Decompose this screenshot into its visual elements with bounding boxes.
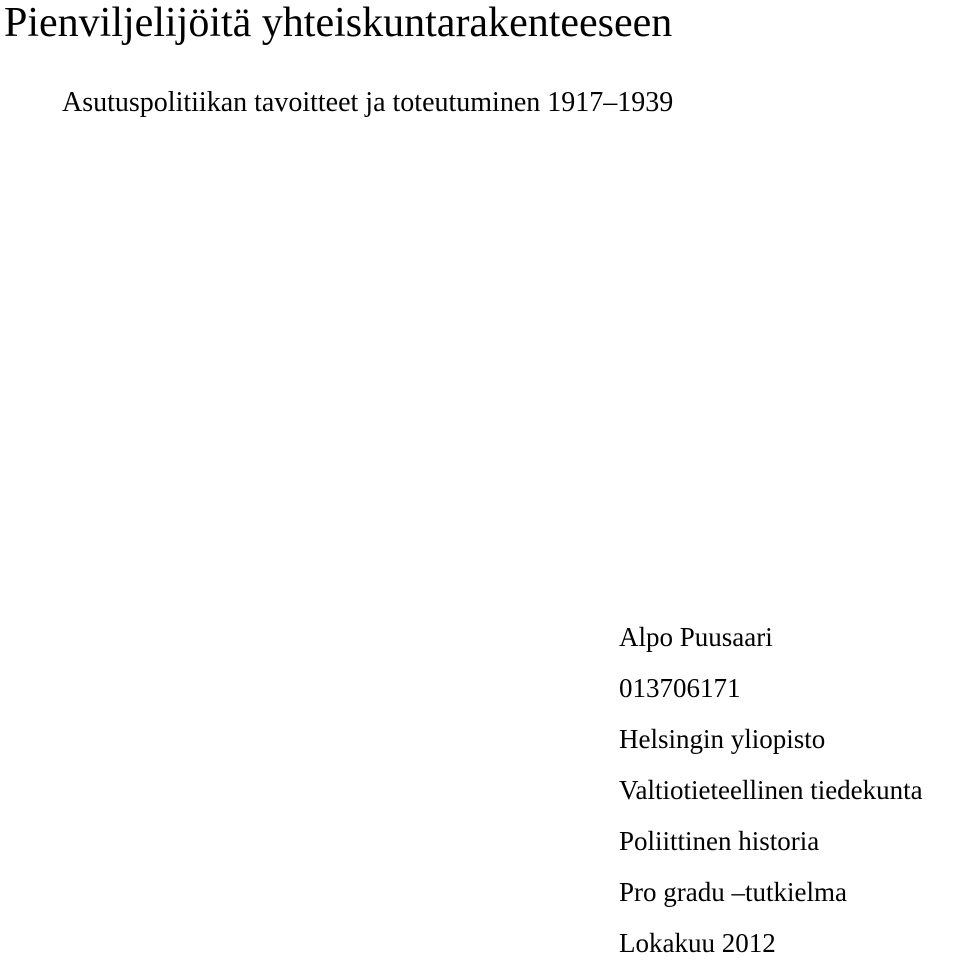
- author-name: Alpo Puusaari: [619, 622, 773, 652]
- university-name: Helsingin yliopisto: [619, 724, 826, 754]
- thesis-type: Pro gradu –tutkielma: [619, 877, 847, 907]
- title-page-info: [619, 612, 923, 969]
- document-title: Pienviljelijöitä yhteiskuntarakenteeseen: [4, 0, 673, 46]
- submission-date: Lokakuu 2012: [619, 928, 776, 958]
- document-subtitle: Asutuspolitiikan tavoitteet ja toteutuminen 1917–1939: [62, 87, 674, 118]
- subject-name: Poliittinen historia: [619, 826, 820, 856]
- faculty-name: Valtiotieteellinen tiedekunta: [619, 775, 923, 805]
- student-number: 013706171: [619, 673, 741, 703]
